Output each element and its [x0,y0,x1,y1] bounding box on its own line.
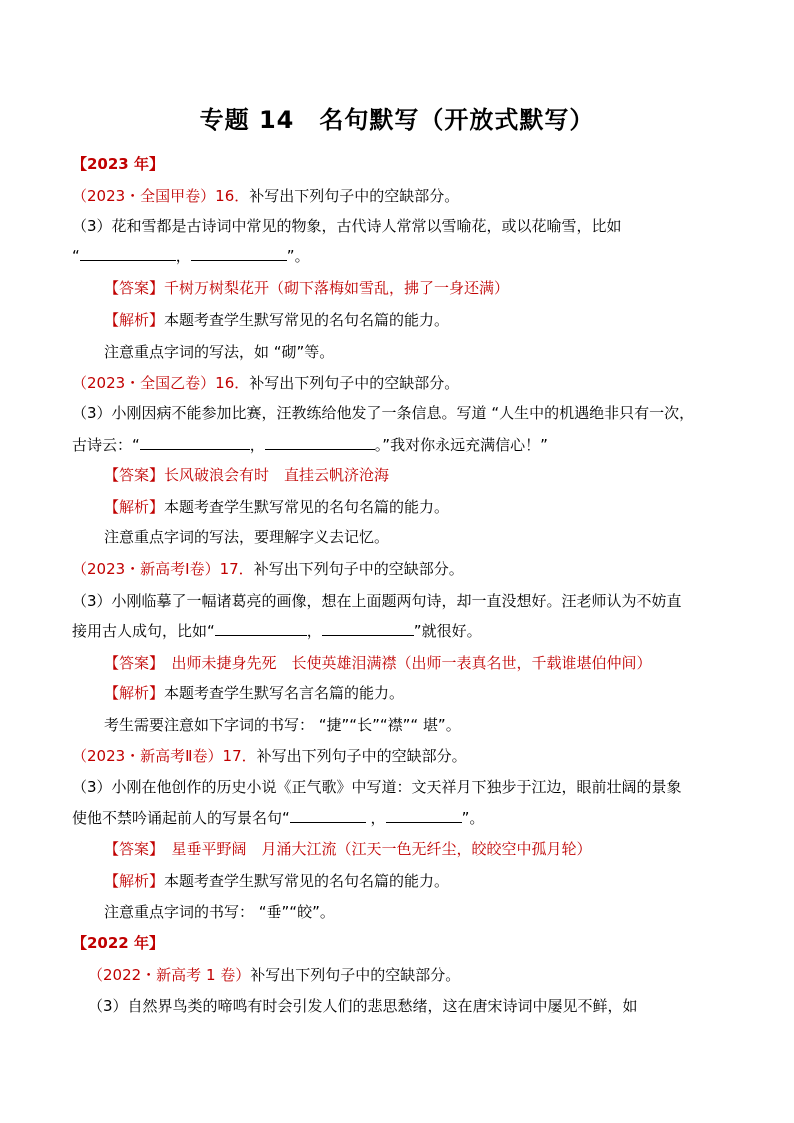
q1-answer-text: 千树万树梨花开（砌下落梅如雪乱，拂了一身还满） [164,279,510,297]
q3-answer-text: 出师未捷身先死 长使英雄泪满襟（出师一表真名世，千载谁堪伯仲间） [156,654,652,672]
q1-analysis [104,310,449,330]
section-2022-heading: 【2022 年】 [72,934,164,952]
q1-source-text: 补写出下列句子中的空缺部分。 [249,187,460,205]
q5-question-line1: （3）自然界鸟类的啼鸣有时会引发人们的悲思愁绪，这在唐宋诗词中屡见不鲜，如 [88,997,638,1015]
q2-analysis-label: 【解析】 [104,498,165,516]
q4-blank-1[interactable] [290,808,366,823]
q4-question-line1: （3）小刚在他创作的历史小说《正气歌》中写道：文天祥月下独步于江边，眼前壮阔的景象 [72,778,682,796]
q2-blank-2[interactable] [265,435,375,450]
q1-blank-2[interactable] [191,246,287,261]
q2-question-line2: 古诗云：“ ， 。”我对你永远充满信心！” [72,436,548,454]
q3-note: 考生需要注意如下字词的书写： “捷”“长”“襟”“ 堪”。 [104,716,461,734]
q1-question-line2: “ ， ”。 [72,247,310,265]
q3-answer-label: 【答案】 [104,654,157,672]
q3-question-line1: （3）小刚临摹了一幅诸葛亮的画像，想在上面题两句诗，却一直没想好。汪老师认为不妨直 [72,592,682,610]
q4-question-line2: 使他不禁吟诵起前人的写景名句“ ， ”。 [72,809,485,827]
q2-source-tag: （2023・全国乙卷）16． [72,374,250,392]
q4-note: 注意重点字词的书写： “垂”“皎”。 [104,903,335,921]
q5-source [88,965,460,985]
q4-answer [104,839,592,859]
q2-analysis-text: 本题考查学生默写常见的名句名篇的能力。 [164,498,450,516]
q3-analysis-label: 【解析】 [104,684,165,702]
q4-analysis-label: 【解析】 [104,872,165,890]
page-title: 专题 14 名句默写（开放式默写） [199,106,595,134]
q2-note: 注意重点字词的写法，要理解字义去记忆。 [104,528,390,546]
q2-analysis [104,497,449,517]
q2-source-text: 补写出下列句子中的空缺部分。 [249,374,460,392]
q1-question-line1: （3）花和雪都是古诗词中常见的物象，古代诗人常常以雪喻花，或以花喻雪，比如 [72,217,622,235]
q2-answer [104,465,389,485]
q4-source-text: 补写出下列句子中的空缺部分。 [256,747,467,765]
q2-blank-1[interactable] [140,435,250,450]
q2-answer-text: 长风破浪会有时 直挂云帆济沧海 [164,466,390,484]
q4-analysis [104,871,449,891]
q1-answer [104,278,509,298]
q3-blank-2[interactable] [322,621,414,636]
q1-note: 注意重点字词的写法，如 “砌”等。 [104,343,335,361]
q5-source-tag: （2022・新高考 1 卷） [88,966,251,984]
q1-answer-label: 【答案】 [104,279,165,297]
q3-source-text: 补写出下列句子中的空缺部分。 [253,560,464,578]
q3-analysis-text: 本题考查学生默写名言名篇的能力。 [164,684,405,702]
q3-source [72,559,464,579]
q3-question-line2: 接用古人成句，比如“ ， ”就很好。 [72,622,482,640]
q1-source-tag: （2023・全国甲卷）16． [72,187,250,205]
q4-analysis-text: 本题考查学生默写常见的名句名篇的能力。 [164,872,450,890]
q4-source [72,746,467,766]
q1-blank-1[interactable] [80,246,176,261]
section-2023-heading: 【2023 年】 [72,155,164,173]
q4-answer-label: 【答案】 [104,840,157,858]
q1-source [72,186,459,206]
q3-source-tag: （2023・新高考Ⅰ卷）17． [72,560,254,578]
q1-analysis-label: 【解析】 [104,311,165,329]
q2-answer-label: 【答案】 [104,466,165,484]
q4-source-tag: （2023・新高考Ⅱ卷）17． [72,747,257,765]
q3-answer [104,653,652,673]
q4-blank-2[interactable] [386,808,462,823]
q3-analysis [104,683,404,703]
q1-analysis-text: 本题考查学生默写常见的名句名篇的能力。 [164,311,450,329]
q2-question-line1: （3）小刚因病不能参加比赛，汪教练给他发了一条信息。写道 “人生中的机遇绝非只有一次， [72,404,695,422]
q3-blank-1[interactable] [215,621,307,636]
q4-answer-text: 星垂平野阔 月涌大江流（江天一色无纤尘，皎皎空中孤月轮） [156,840,592,858]
q5-source-text: 补写出下列句子中的空缺部分。 [250,966,461,984]
q2-source [72,373,459,393]
